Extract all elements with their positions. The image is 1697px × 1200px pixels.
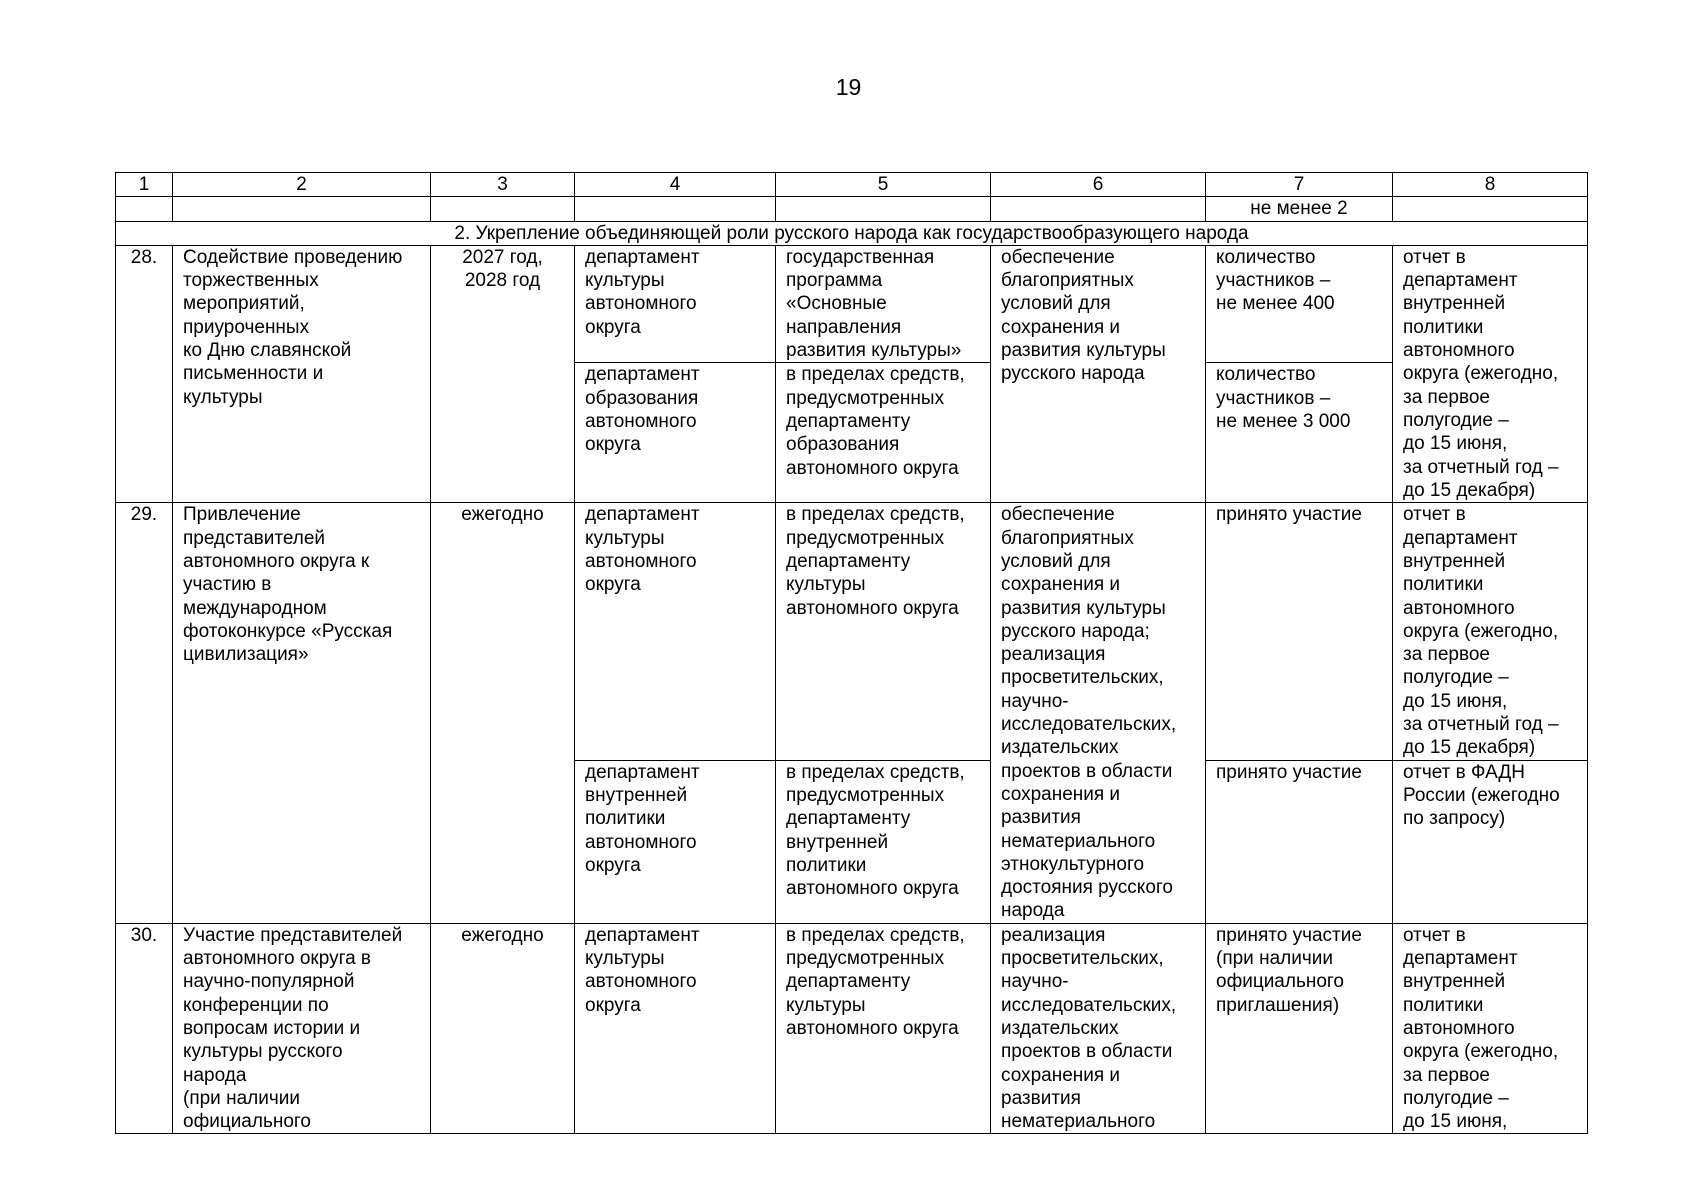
indicator-cell: принято участие (при наличии официального приглашения)	[1206, 923, 1393, 1134]
column-header: 5	[776, 173, 991, 197]
empty-cell	[575, 197, 776, 221]
empty-cell	[1393, 197, 1588, 221]
report-cell: отчет в ФАДН России (ежегодно по запросу)	[1393, 760, 1588, 923]
column-header: 4	[575, 173, 776, 197]
result-cell: обеспечение благоприятных условий для сохранения и развития культуры русского народа; реализация просветительских, научно- исследовательских, издательских проектов в области сохранения и развития нематериального этнокультурного достояния русского народа	[991, 503, 1206, 923]
empty-cell	[431, 197, 575, 221]
column-header: 8	[1393, 173, 1588, 197]
funding-cell: в пределах средств, предусмотренных департаменту внутренней политики автономного округа	[776, 760, 991, 923]
empty-cell	[776, 197, 991, 221]
funding-cell: в пределах средств, предусмотренных департаменту культуры автономного округа	[776, 503, 991, 760]
activity-cell: Содействие проведению торжественных мероприятий, приуроченных ко Дню славянской письменности и культуры	[173, 245, 431, 502]
report-cell: отчет в департамент внутренней политики автономного округа (ежегодно, за первое полугодие – до 15 июня, за отчетный год – до 15 декабря)	[1393, 503, 1588, 760]
column-number-header	[116, 173, 1588, 197]
empty-cell	[991, 197, 1206, 221]
activity-cell: Участие представителей автономного округа в научно-популярной конференции по вопросам истории и культуры русского народа (при наличии официального	[173, 923, 431, 1134]
empty-cell	[116, 197, 173, 221]
table-row	[116, 923, 1588, 1134]
table-row	[116, 503, 1588, 760]
indicator-cell: принято участие	[1206, 503, 1393, 760]
indicator-cell: количество участников – не менее 3 000	[1206, 363, 1393, 503]
report-cell: отчет в департамент внутренней политики автономного округа (ежегодно, за первое полугодие – до 15 июня,	[1393, 923, 1588, 1134]
carryover-indicator: не менее 2	[1206, 197, 1393, 221]
result-cell: реализация просветительских, научно- исследовательских, издательских проектов в области сохранения и развития нематериального	[991, 923, 1206, 1134]
column-header: 1	[116, 173, 173, 197]
funding-cell: в пределах средств, предусмотренных департаменту культуры автономного округа	[776, 923, 991, 1134]
row-number: 28.	[116, 245, 173, 502]
report-cell: отчет в департамент внутренней политики автономного округа (ежегодно, за первое полугодие – до 15 июня, за отчетный год – до 15 декабря)	[1393, 245, 1588, 502]
row-number: 29.	[116, 503, 173, 923]
executor-cell: департамент внутренней политики автономного округа	[575, 760, 776, 923]
column-header: 2	[173, 173, 431, 197]
executor-cell: департамент культуры автономного округа	[575, 923, 776, 1134]
period-cell: 2027 год, 2028 год	[431, 245, 575, 502]
executor-cell: департамент культуры автономного округа	[575, 245, 776, 362]
result-cell: обеспечение благоприятных условий для сохранения и развития культуры русского народа	[991, 245, 1206, 502]
indicator-cell: количество участников – не менее 400	[1206, 245, 1393, 362]
page-number: 19	[835, 74, 862, 100]
executor-cell: департамент образования автономного округа	[575, 363, 776, 503]
column-header: 7	[1206, 173, 1393, 197]
section-title: 2. Укрепление объединяющей роли русского народа как государствообразующего народа	[116, 221, 1588, 245]
plan-table	[115, 172, 1588, 1134]
period-cell: ежегодно	[431, 503, 575, 923]
row-number: 30.	[116, 923, 173, 1134]
empty-cell	[173, 197, 431, 221]
funding-cell: в пределах средств, предусмотренных департаменту образования автономного округа	[776, 363, 991, 503]
carryover-row	[116, 197, 1588, 221]
column-header: 6	[991, 173, 1206, 197]
indicator-cell: принято участие	[1206, 760, 1393, 923]
executor-cell: департамент культуры автономного округа	[575, 503, 776, 760]
activity-cell: Привлечение представителей автономного округа к участию в международном фотоконкурсе «Русская цивилизация»	[173, 503, 431, 923]
table-row	[116, 245, 1588, 362]
column-header: 3	[431, 173, 575, 197]
funding-cell: государственная программа «Основные направления развития культуры»	[776, 245, 991, 362]
period-cell: ежегодно	[431, 923, 575, 1134]
section-row	[116, 221, 1588, 245]
